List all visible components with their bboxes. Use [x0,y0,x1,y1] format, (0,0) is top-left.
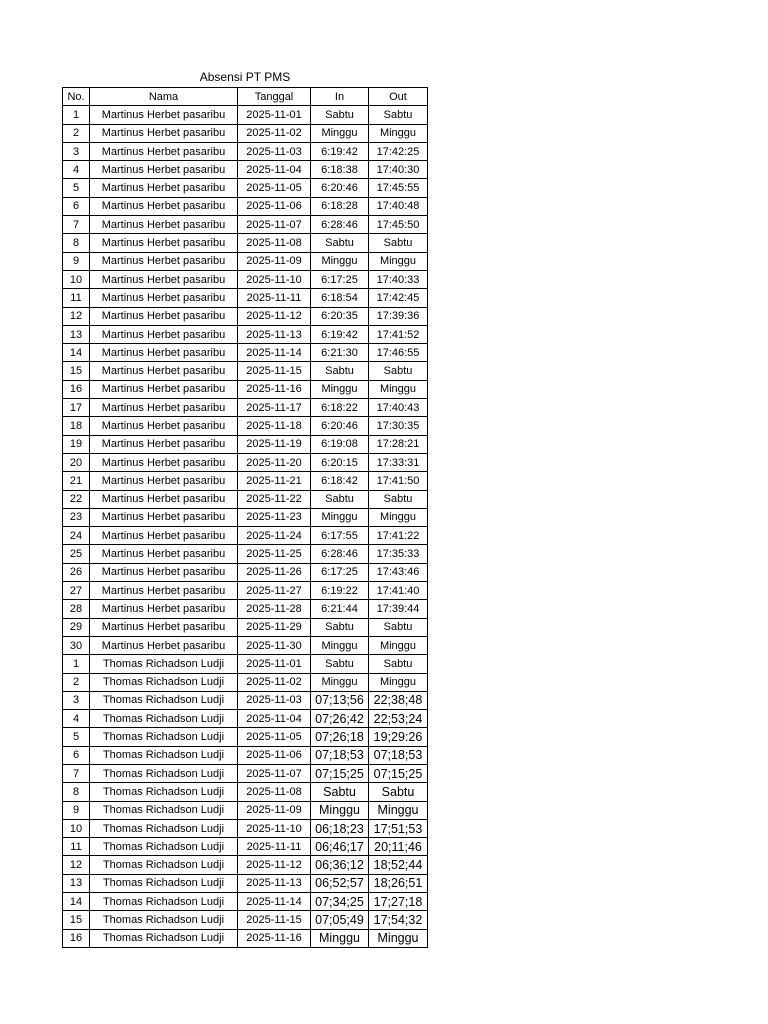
row-in: Sabtu [311,234,369,252]
row-tanggal: 2025-11-02 [238,673,311,691]
row-tanggal: 2025-11-30 [238,636,311,654]
row-no: 6 [63,746,90,764]
row-no: 10 [63,270,90,288]
row-out: 17;54;32 [369,911,428,929]
table-row [63,764,428,782]
table-row [63,380,428,398]
row-in: Sabtu [311,106,369,124]
row-out: 17;27;18 [369,893,428,911]
row-nama: Martinus Herbet pasaribu [90,252,238,270]
row-no: 1 [63,655,90,673]
row-out: 17:40:30 [369,161,428,179]
row-out: Minggu [369,124,428,142]
table-row [63,746,428,764]
row-tanggal: 2025-11-18 [238,417,311,435]
table-row [63,161,428,179]
row-in: Minggu [311,508,369,526]
row-in: Minggu [311,673,369,691]
row-tanggal: 2025-11-17 [238,399,311,417]
row-tanggal: 2025-11-07 [238,216,311,234]
row-tanggal: 2025-11-11 [238,289,311,307]
row-tanggal: 2025-11-27 [238,582,311,600]
row-out: 17:35:33 [369,545,428,563]
row-tanggal: 2025-11-03 [238,142,311,160]
row-no: 15 [63,362,90,380]
row-nama: Martinus Herbet pasaribu [90,344,238,362]
row-tanggal: 2025-11-11 [238,838,311,856]
row-out: 17:41:50 [369,472,428,490]
table-row [63,636,428,654]
header-in: In [311,88,369,106]
row-no: 12 [63,307,90,325]
row-nama: Martinus Herbet pasaribu [90,270,238,288]
row-tanggal: 2025-11-12 [238,307,311,325]
row-in: 07;34;25 [311,893,369,911]
table-row [63,819,428,837]
row-no: 3 [63,142,90,160]
row-no: 24 [63,527,90,545]
table-row [63,783,428,801]
row-out: 17:46:55 [369,344,428,362]
row-tanggal: 2025-11-21 [238,472,311,490]
row-in: 07;13;56 [311,691,369,709]
table-row [63,582,428,600]
row-in: 6:18:54 [311,289,369,307]
row-tanggal: 2025-11-20 [238,453,311,471]
row-no: 27 [63,582,90,600]
row-nama: Martinus Herbet pasaribu [90,417,238,435]
table-row [63,563,428,581]
row-out: 18;52;44 [369,856,428,874]
row-no: 28 [63,600,90,618]
row-tanggal: 2025-11-09 [238,801,311,819]
row-nama: Martinus Herbet pasaribu [90,362,238,380]
row-out: 17:40:33 [369,270,428,288]
row-in: Minggu [311,801,369,819]
row-tanggal: 2025-11-09 [238,252,311,270]
row-nama: Thomas Richadson Ludji [90,929,238,947]
row-nama: Martinus Herbet pasaribu [90,490,238,508]
row-out: 17:45:55 [369,179,428,197]
row-in: Sabtu [311,362,369,380]
row-in: 6:17:25 [311,563,369,581]
table-row [63,472,428,490]
row-out: Sabtu [369,490,428,508]
row-no: 9 [63,252,90,270]
row-tanggal: 2025-11-29 [238,618,311,636]
row-out: Sabtu [369,234,428,252]
row-no: 26 [63,563,90,581]
table-row [63,106,428,124]
row-in: 6:20:15 [311,453,369,471]
row-tanggal: 2025-11-01 [238,655,311,673]
table-row [63,453,428,471]
header-no: No. [63,88,90,106]
row-nama: Thomas Richadson Ludji [90,673,238,691]
row-out: 17:40:43 [369,399,428,417]
table-row [63,893,428,911]
row-out: Sabtu [369,783,428,801]
row-nama: Thomas Richadson Ludji [90,874,238,892]
row-in: 6:19:42 [311,325,369,343]
row-out: 17:33:31 [369,453,428,471]
row-in: 07;26;42 [311,710,369,728]
row-in: 07;15;25 [311,764,369,782]
row-out: 17:41:52 [369,325,428,343]
row-nama: Thomas Richadson Ludji [90,746,238,764]
row-in: Sabtu [311,783,369,801]
row-tanggal: 2025-11-05 [238,728,311,746]
row-in: 6:28:46 [311,545,369,563]
row-in: 6:21:30 [311,344,369,362]
row-out: 17:40:48 [369,197,428,215]
row-nama: Martinus Herbet pasaribu [90,197,238,215]
row-out: Minggu [369,801,428,819]
row-tanggal: 2025-11-19 [238,435,311,453]
row-out: 17:42:45 [369,289,428,307]
row-nama: Martinus Herbet pasaribu [90,234,238,252]
table-row [63,728,428,746]
row-tanggal: 2025-11-26 [238,563,311,581]
row-in: Minggu [311,380,369,398]
row-tanggal: 2025-11-16 [238,380,311,398]
row-nama: Thomas Richadson Ludji [90,764,238,782]
row-in: 6:18:28 [311,197,369,215]
row-tanggal: 2025-11-22 [238,490,311,508]
row-tanggal: 2025-11-28 [238,600,311,618]
table-row [63,838,428,856]
row-nama: Martinus Herbet pasaribu [90,142,238,160]
row-tanggal: 2025-11-14 [238,893,311,911]
table-row [63,508,428,526]
table-row [63,252,428,270]
row-nama: Martinus Herbet pasaribu [90,563,238,581]
row-nama: Thomas Richadson Ludji [90,856,238,874]
row-no: 16 [63,380,90,398]
row-out: Minggu [369,636,428,654]
header-out: Out [369,88,428,106]
row-nama: Thomas Richadson Ludji [90,893,238,911]
row-no: 21 [63,472,90,490]
row-out: Sabtu [369,655,428,673]
table-row [63,929,428,947]
row-nama: Martinus Herbet pasaribu [90,600,238,618]
row-in: 6:19:08 [311,435,369,453]
row-out: 07;18;53 [369,746,428,764]
row-tanggal: 2025-11-23 [238,508,311,526]
row-nama: Thomas Richadson Ludji [90,819,238,837]
table-row [63,655,428,673]
table-row [63,527,428,545]
row-no: 23 [63,508,90,526]
row-out: 07;15;25 [369,764,428,782]
row-no: 12 [63,856,90,874]
row-out: 22;53;24 [369,710,428,728]
row-tanggal: 2025-11-08 [238,783,311,801]
row-nama: Thomas Richadson Ludji [90,728,238,746]
row-no: 11 [63,289,90,307]
row-no: 3 [63,691,90,709]
row-nama: Martinus Herbet pasaribu [90,527,238,545]
row-no: 16 [63,929,90,947]
table-row [63,197,428,215]
row-out: 17:39:44 [369,600,428,618]
header-nama: Nama [90,88,238,106]
row-out: Minggu [369,673,428,691]
row-tanggal: 2025-11-01 [238,106,311,124]
row-nama: Thomas Richadson Ludji [90,838,238,856]
row-tanggal: 2025-11-03 [238,691,311,709]
row-no: 25 [63,545,90,563]
attendance-table [62,87,428,948]
table-row [63,490,428,508]
row-in: 6:18:42 [311,472,369,490]
row-tanggal: 2025-11-08 [238,234,311,252]
row-in: 6:28:46 [311,216,369,234]
row-in: 07;05;49 [311,911,369,929]
row-in: 6:19:42 [311,142,369,160]
table-row [63,325,428,343]
row-out: Minggu [369,508,428,526]
row-out: 19;29:26 [369,728,428,746]
table-row [63,417,428,435]
table-row [63,124,428,142]
table-row [63,545,428,563]
row-tanggal: 2025-11-10 [238,270,311,288]
row-no: 4 [63,161,90,179]
row-nama: Martinus Herbet pasaribu [90,325,238,343]
table-row [63,179,428,197]
row-tanggal: 2025-11-06 [238,197,311,215]
row-no: 10 [63,819,90,837]
row-out: Sabtu [369,362,428,380]
row-no: 17 [63,399,90,417]
row-in: 07;26;18 [311,728,369,746]
row-nama: Martinus Herbet pasaribu [90,124,238,142]
row-tanggal: 2025-11-04 [238,710,311,728]
row-tanggal: 2025-11-10 [238,819,311,837]
row-in: 06;36;12 [311,856,369,874]
table-row [63,691,428,709]
row-nama: Martinus Herbet pasaribu [90,106,238,124]
row-in: 06;52;57 [311,874,369,892]
row-in: Minggu [311,929,369,947]
row-tanggal: 2025-11-12 [238,856,311,874]
header-row [63,88,428,106]
table-body [63,106,428,948]
table-row [63,600,428,618]
row-in: 6:18:38 [311,161,369,179]
row-in: Sabtu [311,618,369,636]
row-tanggal: 2025-11-06 [238,746,311,764]
table-row [63,801,428,819]
table-row [63,216,428,234]
row-no: 14 [63,344,90,362]
row-in: 6:17:55 [311,527,369,545]
row-nama: Thomas Richadson Ludji [90,783,238,801]
row-no: 13 [63,325,90,343]
row-no: 18 [63,417,90,435]
row-in: 06;46;17 [311,838,369,856]
row-in: 6:20:46 [311,417,369,435]
row-out: 17:28:21 [369,435,428,453]
row-tanggal: 2025-11-05 [238,179,311,197]
row-out: 17:45:50 [369,216,428,234]
row-nama: Martinus Herbet pasaribu [90,435,238,453]
table-row [63,618,428,636]
row-in: 6:20:35 [311,307,369,325]
row-tanggal: 2025-11-04 [238,161,311,179]
row-no: 8 [63,234,90,252]
row-out: Sabtu [369,106,428,124]
row-out: 17:30:35 [369,417,428,435]
row-no: 14 [63,893,90,911]
row-tanggal: 2025-11-25 [238,545,311,563]
row-nama: Martinus Herbet pasaribu [90,289,238,307]
row-nama: Thomas Richadson Ludji [90,710,238,728]
row-no: 1 [63,106,90,124]
row-tanggal: 2025-11-07 [238,764,311,782]
row-out: Minggu [369,380,428,398]
row-nama: Martinus Herbet pasaribu [90,216,238,234]
row-tanggal: 2025-11-02 [238,124,311,142]
row-no: 15 [63,911,90,929]
row-tanggal: 2025-11-13 [238,874,311,892]
row-no: 9 [63,801,90,819]
row-nama: Martinus Herbet pasaribu [90,582,238,600]
row-no: 2 [63,673,90,691]
row-nama: Thomas Richadson Ludji [90,911,238,929]
row-no: 6 [63,197,90,215]
header-tanggal: Tanggal [238,88,311,106]
row-no: 22 [63,490,90,508]
table-row [63,289,428,307]
row-no: 5 [63,728,90,746]
row-out: 18;26;51 [369,874,428,892]
row-tanggal: 2025-11-13 [238,325,311,343]
row-out: Sabtu [369,618,428,636]
table-row [63,234,428,252]
row-nama: Thomas Richadson Ludji [90,801,238,819]
row-tanggal: 2025-11-14 [238,344,311,362]
row-out: 22;38;48 [369,691,428,709]
table-row [63,911,428,929]
row-nama: Martinus Herbet pasaribu [90,307,238,325]
row-nama: Martinus Herbet pasaribu [90,161,238,179]
row-in: 6:17:25 [311,270,369,288]
row-nama: Martinus Herbet pasaribu [90,636,238,654]
row-nama: Thomas Richadson Ludji [90,655,238,673]
table-row [63,344,428,362]
row-in: 6:19:22 [311,582,369,600]
table-row [63,435,428,453]
row-nama: Martinus Herbet pasaribu [90,380,238,398]
row-nama: Martinus Herbet pasaribu [90,179,238,197]
row-nama: Martinus Herbet pasaribu [90,453,238,471]
row-in: 6:18:22 [311,399,369,417]
table-row [63,307,428,325]
row-nama: Martinus Herbet pasaribu [90,618,238,636]
row-nama: Martinus Herbet pasaribu [90,399,238,417]
row-in: 6:21:44 [311,600,369,618]
row-out: 17:41:22 [369,527,428,545]
row-in: 06;18;23 [311,819,369,837]
row-no: 20 [63,453,90,471]
row-out: Minggu [369,929,428,947]
row-no: 2 [63,124,90,142]
sheet-title: Absensi PT PMS [199,70,291,84]
row-nama: Thomas Richadson Ludji [90,691,238,709]
row-out: 17:42:25 [369,142,428,160]
row-no: 7 [63,216,90,234]
row-no: 5 [63,179,90,197]
row-in: 6:20:46 [311,179,369,197]
row-tanggal: 2025-11-16 [238,929,311,947]
table-row [63,874,428,892]
row-in: Sabtu [311,655,369,673]
row-in: Minggu [311,124,369,142]
row-nama: Martinus Herbet pasaribu [90,472,238,490]
row-nama: Martinus Herbet pasaribu [90,508,238,526]
table-row [63,270,428,288]
row-no: 19 [63,435,90,453]
row-out: 17:43:46 [369,563,428,581]
row-no: 30 [63,636,90,654]
row-in: Minggu [311,636,369,654]
row-in: Sabtu [311,490,369,508]
row-in: Minggu [311,252,369,270]
row-no: 4 [63,710,90,728]
table-row [63,142,428,160]
table-row [63,710,428,728]
table-row [63,856,428,874]
row-tanggal: 2025-11-15 [238,911,311,929]
row-out: Minggu [369,252,428,270]
row-no: 8 [63,783,90,801]
table-row [63,673,428,691]
row-tanggal: 2025-11-24 [238,527,311,545]
row-in: 07;18;53 [311,746,369,764]
row-no: 11 [63,838,90,856]
row-nama: Martinus Herbet pasaribu [90,545,238,563]
row-tanggal: 2025-11-15 [238,362,311,380]
row-no: 13 [63,874,90,892]
table-row [63,362,428,380]
row-no: 7 [63,764,90,782]
row-out: 17:39:36 [369,307,428,325]
row-out: 17;51;53 [369,819,428,837]
row-out: 20;11;46 [369,838,428,856]
row-no: 29 [63,618,90,636]
row-out: 17:41:40 [369,582,428,600]
table-row [63,399,428,417]
